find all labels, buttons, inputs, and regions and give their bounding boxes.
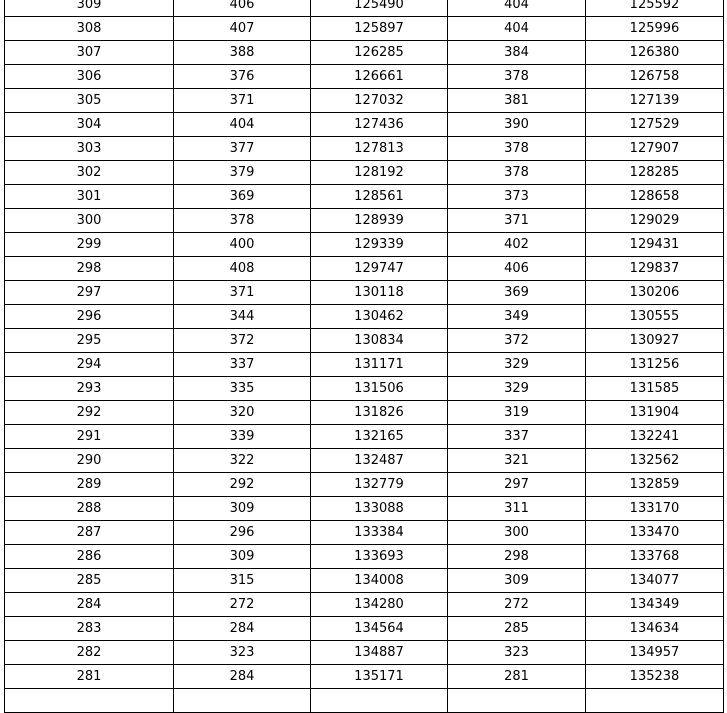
count-b-cell: 329 bbox=[448, 353, 586, 377]
cumulative-b-cell: 128658 bbox=[586, 185, 724, 209]
cumulative-b-cell: 127529 bbox=[586, 113, 724, 137]
count-a-cell: 339 bbox=[174, 425, 311, 449]
cumulative-a-cell: 128939 bbox=[311, 209, 448, 233]
score-cell: 296 bbox=[5, 305, 174, 329]
cumulative-a-cell: 131171 bbox=[311, 353, 448, 377]
score-cell: 284 bbox=[5, 593, 174, 617]
count-a-cell: 376 bbox=[174, 65, 311, 89]
cumulative-a-cell: 134008 bbox=[311, 569, 448, 593]
count-a-cell: 372 bbox=[174, 329, 311, 353]
cumulative-a-cell: 129339 bbox=[311, 233, 448, 257]
cumulative-b-cell: 134634 bbox=[586, 617, 724, 641]
cumulative-b-cell: 133768 bbox=[586, 545, 724, 569]
count-b-cell: 323 bbox=[448, 641, 586, 665]
score-cell: 293 bbox=[5, 377, 174, 401]
score-cell: 308 bbox=[5, 17, 174, 41]
table-row bbox=[5, 209, 724, 233]
cumulative-a-cell: 126285 bbox=[311, 41, 448, 65]
count-a-cell bbox=[174, 689, 311, 713]
cumulative-a-cell: 134280 bbox=[311, 593, 448, 617]
count-a-cell: 388 bbox=[174, 41, 311, 65]
cumulative-a-cell: 133693 bbox=[311, 545, 448, 569]
table-row bbox=[5, 41, 724, 65]
score-distribution-table bbox=[4, 0, 724, 713]
table-row bbox=[5, 113, 724, 137]
cumulative-b-cell: 130555 bbox=[586, 305, 724, 329]
cumulative-a-cell: 132487 bbox=[311, 449, 448, 473]
count-a-cell: 369 bbox=[174, 185, 311, 209]
table-row bbox=[5, 449, 724, 473]
score-cell: 297 bbox=[5, 281, 174, 305]
count-b-cell: 373 bbox=[448, 185, 586, 209]
cumulative-b-cell: 127907 bbox=[586, 137, 724, 161]
table-row bbox=[5, 665, 724, 689]
cumulative-a-cell: 129747 bbox=[311, 257, 448, 281]
score-cell: 290 bbox=[5, 449, 174, 473]
count-a-cell: 400 bbox=[174, 233, 311, 257]
count-a-cell: 284 bbox=[174, 665, 311, 689]
score-cell: 288 bbox=[5, 497, 174, 521]
cumulative-a-cell: 126661 bbox=[311, 65, 448, 89]
cumulative-b-cell: 126758 bbox=[586, 65, 724, 89]
score-table-body bbox=[5, 0, 724, 713]
cumulative-b-cell: 132859 bbox=[586, 473, 724, 497]
count-b-cell: 298 bbox=[448, 545, 586, 569]
table-row bbox=[5, 425, 724, 449]
cumulative-b-cell: 127139 bbox=[586, 89, 724, 113]
count-b-cell: 390 bbox=[448, 113, 586, 137]
cumulative-b-cell: 128285 bbox=[586, 161, 724, 185]
count-a-cell: 309 bbox=[174, 497, 311, 521]
score-cell: 307 bbox=[5, 41, 174, 65]
score-cell: 281 bbox=[5, 665, 174, 689]
count-a-cell: 344 bbox=[174, 305, 311, 329]
cumulative-b-cell: 131585 bbox=[586, 377, 724, 401]
count-b-cell: 404 bbox=[448, 17, 586, 41]
count-a-cell: 377 bbox=[174, 137, 311, 161]
table-row bbox=[5, 689, 724, 713]
count-b-cell: 378 bbox=[448, 65, 586, 89]
table-row bbox=[5, 329, 724, 353]
table-row bbox=[5, 569, 724, 593]
cumulative-a-cell: 127032 bbox=[311, 89, 448, 113]
count-b-cell: 378 bbox=[448, 137, 586, 161]
count-a-cell: 406 bbox=[174, 0, 311, 17]
table-row bbox=[5, 233, 724, 257]
score-cell: 283 bbox=[5, 617, 174, 641]
score-cell: 306 bbox=[5, 65, 174, 89]
table-row bbox=[5, 377, 724, 401]
score-cell bbox=[5, 689, 174, 713]
count-a-cell: 292 bbox=[174, 473, 311, 497]
score-cell: 286 bbox=[5, 545, 174, 569]
cumulative-a-cell: 134564 bbox=[311, 617, 448, 641]
count-b-cell: 406 bbox=[448, 257, 586, 281]
cumulative-a-cell: 128192 bbox=[311, 161, 448, 185]
count-b-cell: 309 bbox=[448, 569, 586, 593]
score-cell: 292 bbox=[5, 401, 174, 425]
count-b-cell: 281 bbox=[448, 665, 586, 689]
count-b-cell: 372 bbox=[448, 329, 586, 353]
cumulative-b-cell: 129029 bbox=[586, 209, 724, 233]
count-b-cell: 371 bbox=[448, 209, 586, 233]
cumulative-a-cell: 125490 bbox=[311, 0, 448, 17]
table-row bbox=[5, 617, 724, 641]
cumulative-a-cell: 130462 bbox=[311, 305, 448, 329]
count-a-cell: 272 bbox=[174, 593, 311, 617]
count-a-cell: 379 bbox=[174, 161, 311, 185]
count-b-cell: 311 bbox=[448, 497, 586, 521]
score-cell: 298 bbox=[5, 257, 174, 281]
cumulative-b-cell: 132562 bbox=[586, 449, 724, 473]
cumulative-b-cell: 126380 bbox=[586, 41, 724, 65]
table-row bbox=[5, 0, 724, 17]
cumulative-a-cell: 132779 bbox=[311, 473, 448, 497]
count-a-cell: 296 bbox=[174, 521, 311, 545]
count-b-cell: 272 bbox=[448, 593, 586, 617]
score-cell: 291 bbox=[5, 425, 174, 449]
score-cell: 301 bbox=[5, 185, 174, 209]
cumulative-a-cell: 130118 bbox=[311, 281, 448, 305]
score-cell: 302 bbox=[5, 161, 174, 185]
cumulative-b-cell: 134349 bbox=[586, 593, 724, 617]
count-a-cell: 284 bbox=[174, 617, 311, 641]
cumulative-a-cell: 133088 bbox=[311, 497, 448, 521]
count-a-cell: 371 bbox=[174, 89, 311, 113]
table-row bbox=[5, 161, 724, 185]
cumulative-a-cell: 134887 bbox=[311, 641, 448, 665]
count-a-cell: 315 bbox=[174, 569, 311, 593]
cumulative-a-cell: 135171 bbox=[311, 665, 448, 689]
score-cell: 294 bbox=[5, 353, 174, 377]
cumulative-a-cell: 132165 bbox=[311, 425, 448, 449]
count-a-cell: 407 bbox=[174, 17, 311, 41]
count-b-cell: 381 bbox=[448, 89, 586, 113]
count-b-cell: 369 bbox=[448, 281, 586, 305]
score-cell: 303 bbox=[5, 137, 174, 161]
table-row bbox=[5, 593, 724, 617]
table-row bbox=[5, 305, 724, 329]
count-b-cell: 337 bbox=[448, 425, 586, 449]
cumulative-b-cell bbox=[586, 689, 724, 713]
cumulative-b-cell: 125592 bbox=[586, 0, 724, 17]
table-row bbox=[5, 281, 724, 305]
cumulative-b-cell: 134957 bbox=[586, 641, 724, 665]
score-cell: 287 bbox=[5, 521, 174, 545]
score-cell: 295 bbox=[5, 329, 174, 353]
count-a-cell: 322 bbox=[174, 449, 311, 473]
cumulative-b-cell: 131256 bbox=[586, 353, 724, 377]
cumulative-b-cell: 129431 bbox=[586, 233, 724, 257]
cumulative-a-cell: 131506 bbox=[311, 377, 448, 401]
count-b-cell: 319 bbox=[448, 401, 586, 425]
score-cell: 299 bbox=[5, 233, 174, 257]
table-row bbox=[5, 401, 724, 425]
table-row bbox=[5, 137, 724, 161]
score-cell: 304 bbox=[5, 113, 174, 137]
count-b-cell: 285 bbox=[448, 617, 586, 641]
count-b-cell: 329 bbox=[448, 377, 586, 401]
cumulative-b-cell: 133470 bbox=[586, 521, 724, 545]
table-row bbox=[5, 257, 724, 281]
count-a-cell: 404 bbox=[174, 113, 311, 137]
table-row bbox=[5, 89, 724, 113]
score-cell: 305 bbox=[5, 89, 174, 113]
count-b-cell: 404 bbox=[448, 0, 586, 17]
count-b-cell: 402 bbox=[448, 233, 586, 257]
table-row bbox=[5, 473, 724, 497]
score-cell: 300 bbox=[5, 209, 174, 233]
cumulative-b-cell: 133170 bbox=[586, 497, 724, 521]
cumulative-b-cell: 129837 bbox=[586, 257, 724, 281]
count-b-cell bbox=[448, 689, 586, 713]
table-row bbox=[5, 497, 724, 521]
cumulative-a-cell: 130834 bbox=[311, 329, 448, 353]
score-cell: 289 bbox=[5, 473, 174, 497]
table-row bbox=[5, 353, 724, 377]
cumulative-a-cell: 127813 bbox=[311, 137, 448, 161]
count-a-cell: 320 bbox=[174, 401, 311, 425]
count-a-cell: 337 bbox=[174, 353, 311, 377]
table-row bbox=[5, 17, 724, 41]
cumulative-a-cell: 133384 bbox=[311, 521, 448, 545]
count-a-cell: 335 bbox=[174, 377, 311, 401]
cumulative-b-cell: 130927 bbox=[586, 329, 724, 353]
cumulative-b-cell: 130206 bbox=[586, 281, 724, 305]
count-a-cell: 323 bbox=[174, 641, 311, 665]
cumulative-b-cell: 125996 bbox=[586, 17, 724, 41]
table-row bbox=[5, 641, 724, 665]
count-b-cell: 300 bbox=[448, 521, 586, 545]
count-a-cell: 309 bbox=[174, 545, 311, 569]
count-a-cell: 378 bbox=[174, 209, 311, 233]
cumulative-a-cell bbox=[311, 689, 448, 713]
count-b-cell: 384 bbox=[448, 41, 586, 65]
count-a-cell: 408 bbox=[174, 257, 311, 281]
count-b-cell: 349 bbox=[448, 305, 586, 329]
count-a-cell: 371 bbox=[174, 281, 311, 305]
count-b-cell: 297 bbox=[448, 473, 586, 497]
table-row bbox=[5, 65, 724, 89]
table-row bbox=[5, 545, 724, 569]
score-cell: 285 bbox=[5, 569, 174, 593]
table-row bbox=[5, 185, 724, 209]
table-row bbox=[5, 521, 724, 545]
cumulative-b-cell: 131904 bbox=[586, 401, 724, 425]
count-b-cell: 378 bbox=[448, 161, 586, 185]
cumulative-a-cell: 125897 bbox=[311, 17, 448, 41]
cumulative-a-cell: 131826 bbox=[311, 401, 448, 425]
cumulative-a-cell: 127436 bbox=[311, 113, 448, 137]
cumulative-a-cell: 128561 bbox=[311, 185, 448, 209]
cumulative-b-cell: 134077 bbox=[586, 569, 724, 593]
cumulative-b-cell: 132241 bbox=[586, 425, 724, 449]
score-cell: 282 bbox=[5, 641, 174, 665]
score-cell: 309 bbox=[5, 0, 174, 17]
cumulative-b-cell: 135238 bbox=[586, 665, 724, 689]
count-b-cell: 321 bbox=[448, 449, 586, 473]
